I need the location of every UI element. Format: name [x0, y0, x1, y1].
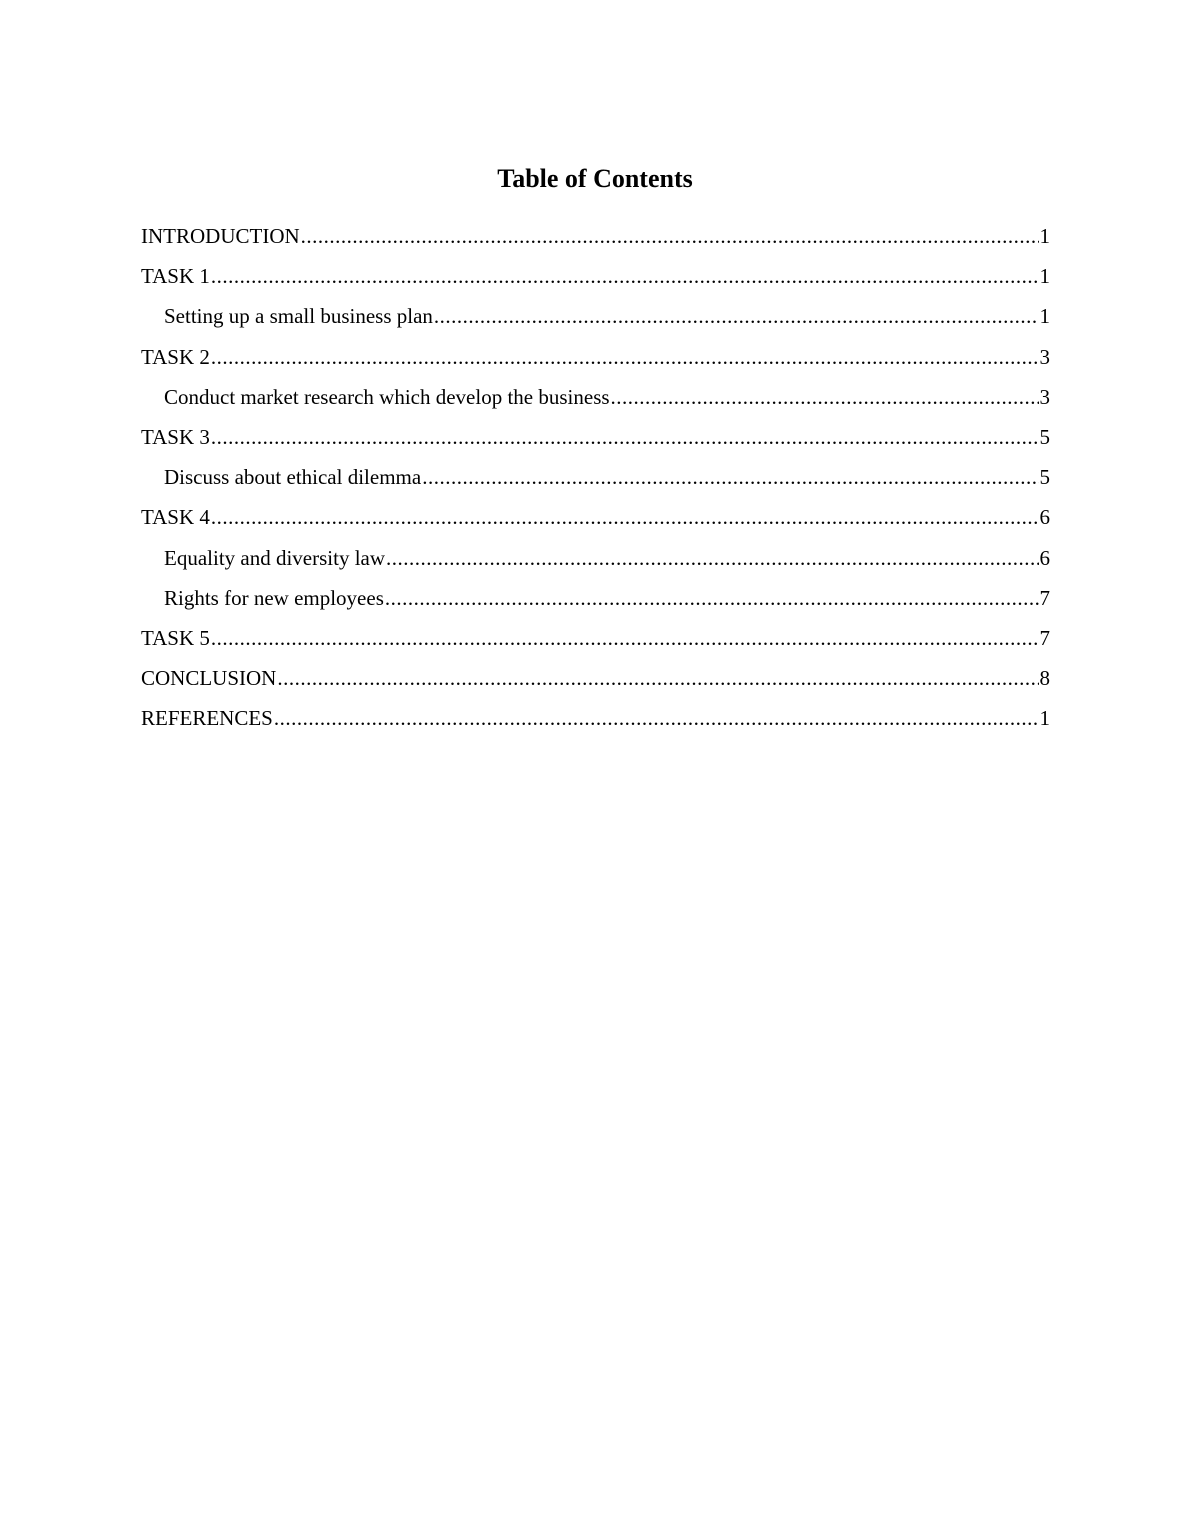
toc-entry-label: TASK 2: [141, 344, 210, 369]
toc-dot-leader: [211, 497, 1039, 537]
toc-page-number: 5: [1039, 465, 1050, 490]
toc-entry-label: Discuss about ethical dilemma: [164, 465, 422, 490]
toc-entry-label: Equality and diversity law: [164, 545, 386, 570]
toc-dot-leader: [611, 377, 1039, 417]
toc-page-number: 3: [1039, 344, 1050, 369]
toc-entry-rights-new-employees[interactable]: [141, 578, 1050, 618]
toc-page-number: 5: [1039, 424, 1050, 449]
toc-page-number: 1: [1039, 304, 1050, 329]
toc-page-number: 7: [1039, 625, 1050, 650]
toc-dot-leader: [274, 698, 1039, 738]
toc-dot-leader: [301, 216, 1039, 256]
toc-page-number: 1: [1039, 224, 1050, 248]
toc-page-number: 8: [1039, 666, 1050, 691]
toc-dot-leader: [211, 337, 1039, 377]
toc-list: [141, 216, 1050, 738]
toc-entry-task-4[interactable]: [141, 497, 1050, 537]
toc-title: Table of Contents: [497, 164, 693, 193]
toc-entry-conclusion[interactable]: [141, 658, 1050, 698]
toc-page-number: 6: [1039, 505, 1050, 530]
toc-entry-label: REFERENCES: [141, 706, 273, 731]
toc-dot-leader: [386, 538, 1038, 578]
toc-dot-leader: [211, 256, 1039, 296]
toc-page-number: 1: [1039, 264, 1050, 289]
toc-page-number: 7: [1039, 585, 1050, 610]
toc-entry-task-5[interactable]: [141, 618, 1050, 658]
toc-entry-introduction[interactable]: [141, 216, 1050, 256]
toc-entry-label: CONCLUSION: [141, 666, 277, 691]
toc-entry-label: Conduct market research which develop the business: [164, 384, 610, 409]
toc-dot-leader: [385, 578, 1039, 618]
toc-entry-task-1[interactable]: [141, 256, 1050, 296]
toc-dot-leader: [211, 618, 1039, 658]
toc-entry-label: TASK 3: [141, 424, 210, 449]
toc-entry-task-2[interactable]: [141, 337, 1050, 377]
toc-entry-label: TASK 1: [141, 264, 210, 289]
toc-entry-references[interactable]: [141, 698, 1050, 738]
toc-entry-equality-diversity-law[interactable]: [141, 538, 1050, 578]
toc-entry-setting-up-business-plan[interactable]: [141, 296, 1050, 336]
toc-page-number: 6: [1039, 545, 1050, 570]
toc-entry-label: INTRODUCTION: [141, 224, 300, 248]
toc-page-number: 1: [1039, 706, 1050, 731]
toc-entry-label: TASK 4: [141, 505, 210, 530]
toc-entry-label: Rights for new employees: [164, 585, 384, 610]
toc-dot-leader: [211, 417, 1039, 457]
toc-page-number: 3: [1039, 384, 1050, 409]
toc-entry-task-3[interactable]: [141, 417, 1050, 457]
toc-dot-leader: [422, 457, 1038, 497]
toc-entry-ethical-dilemma[interactable]: [141, 457, 1050, 497]
toc-entry-market-research[interactable]: [141, 377, 1050, 417]
toc-dot-leader: [434, 296, 1039, 336]
toc-entry-label: Setting up a small business plan: [164, 304, 433, 329]
toc-dot-leader: [277, 658, 1038, 698]
toc-entry-label: TASK 5: [141, 625, 210, 650]
